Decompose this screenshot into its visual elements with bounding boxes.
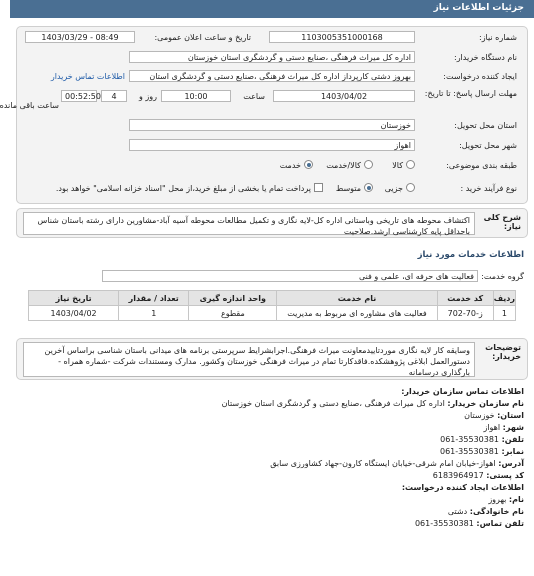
- col-date: تاریخ نیاز: [29, 291, 119, 306]
- contact-phone-value: 35530381-061: [440, 435, 500, 444]
- buyer-notes-text: وسایقه کار لایه نگاری موردتاییدمعاونت میراث فرهنگی.اجرابشرایط سرپرستی برنامه های میدانی باستان شناسی براساس آخرین دستورالعمل ابلاغی پژوهشکده.فاقدکارتا تمام در میراث فرهنگی خوزستان وکشور. مدارک ومستندات شرکت -شماره همراه - بارگذاری درسامانه: [23, 342, 475, 377]
- city-field: اهواز: [129, 139, 415, 151]
- category-service-label: خدمت: [279, 161, 301, 170]
- category-goods-service-label: کالا/خدمت: [326, 161, 361, 170]
- creator-first-name-label: نام:: [508, 495, 524, 504]
- process-label: نوع فرآیند خرید :: [460, 184, 517, 193]
- remaining-time-field: 00:52:50: [61, 90, 97, 102]
- days-remaining-field: 4: [101, 90, 127, 102]
- col-qty: تعداد / مقدار: [119, 291, 189, 306]
- services-heading: اطلاعات خدمات مورد نیاز: [417, 250, 524, 260]
- contact-org-value: اداره کل میراث فرهنگی ،صنایع دستی و گردشگری استان خوزستان: [221, 399, 445, 408]
- creator-last-name-value: دشتی: [447, 507, 468, 516]
- deadline-date-field: 1403/04/02: [273, 90, 415, 102]
- day-word-label: روز و: [139, 92, 157, 101]
- contact-postal-value: 6183964917: [432, 471, 484, 480]
- contact-section: [10, 0, 534, 576]
- contact-address: [270, 459, 524, 468]
- contact-address-label: آدرس:: [498, 459, 524, 468]
- cell-date: 1403/04/02: [29, 306, 119, 321]
- contact-phone-label: تلفن:: [501, 435, 524, 444]
- contact-fax-label: نمابر:: [501, 447, 524, 456]
- contact-fax: [440, 447, 524, 456]
- col-row: ردیف: [493, 291, 515, 306]
- contact-org-label: نام سازمان خریدار:: [447, 399, 524, 408]
- process-medium-label: متوسط: [335, 184, 361, 193]
- process-minor-label: جزیی: [384, 184, 403, 193]
- contact-org: [222, 399, 524, 408]
- creator-label: ایجاد کننده درخواست:: [443, 72, 517, 81]
- contact-section-title: اطلاعات تماس سازمان خریدار:: [401, 387, 524, 396]
- contact-postal-label: کد پستی:: [486, 471, 524, 480]
- remaining-time-label: ساعت باقی مانده: [0, 101, 59, 110]
- buyer-notes-label: توضیحات خریدار:: [485, 343, 521, 361]
- service-group-field: فعالیت های حرفه ای، علمی و فنی: [102, 270, 478, 282]
- creator-last-name: [448, 507, 524, 516]
- col-unit: واحد اندازه گیری: [189, 291, 277, 306]
- city-label: شهر محل تحویل:: [459, 141, 517, 150]
- description-text: اکتشاف محوطه های تاریخی وباستانی اداره کل-لایه نگاری و تکمیل مطالعات محوطه آسیه آباد-مشاورین دارای رشته باستان شناس باحداقل پایه کارشناسی ارشد.صلاحیت: [23, 212, 475, 235]
- deadline-time-field: 10:00: [161, 90, 231, 102]
- service-group-label: گروه خدمت:: [481, 272, 524, 281]
- col-code: کد خدمت: [437, 291, 493, 306]
- cell-code: ز-70-702: [437, 306, 493, 321]
- contact-postal: [433, 471, 524, 480]
- contact-city-label: شهر:: [502, 423, 524, 432]
- province-field: خوزستان: [129, 119, 415, 131]
- deadline-label: مهلت ارسال پاسخ: تا تاریخ:: [424, 89, 517, 98]
- cell-qty: 1: [119, 306, 189, 321]
- deadline-time-label: ساعت: [243, 92, 265, 101]
- category-goods-label: کالا: [392, 161, 403, 170]
- contact-phone: [440, 435, 524, 444]
- creator-info-title: [402, 483, 524, 492]
- creator-field: بهروز دشتی کارپرداز اداره کل میراث فرهنگی ،صنایع دستی و گردشگری استان: [129, 70, 415, 82]
- creator-phone: [415, 519, 524, 528]
- creator-first-name: [488, 495, 524, 504]
- buyer-contact-link[interactable]: اطلاعات تماس خریدار: [50, 72, 125, 81]
- creator-last-name-label: نام خانوادگی:: [469, 507, 524, 516]
- creator-info-label: اطلاعات ایجاد کننده درخواست:: [401, 483, 524, 492]
- contact-city-value: اهواز: [483, 423, 501, 432]
- need-number-field: 1103005351000168: [269, 31, 415, 43]
- announce-label: تاریخ و ساعت اعلان عمومی:: [154, 33, 251, 42]
- cell-unit: مقطوع: [189, 306, 277, 321]
- buyer-field: اداره کل میراث فرهنگی ،صنایع دستی و گردشگری استان خوزستان: [129, 51, 415, 63]
- col-name: نام خدمت: [277, 291, 437, 306]
- treasury-payment-note: پرداخت تمام یا بخشی از مبلغ خرید،از محل "اسناد خزانه اسلامی" خواهد بود.: [55, 184, 311, 193]
- page-title: جزئیات اطلاعات نیاز: [433, 3, 524, 13]
- contact-address-value: اهواز-خیابان امام شرقی-خیابان ایستگاه کارون-جهاد کشاورزی سابق: [270, 459, 496, 468]
- category-label: طبقه بندی موضوعی:: [446, 161, 517, 170]
- contact-province: [464, 411, 524, 420]
- cell-name: فعالیت های مشاوره ای مربوط به مدیریت: [277, 306, 437, 321]
- creator-first-name-value: بهروز: [488, 495, 507, 504]
- buyer-label: نام دستگاه خریدار:: [454, 53, 517, 62]
- contact-province-label: استان:: [497, 411, 524, 420]
- creator-phone-label: تلفن تماس:: [476, 519, 524, 528]
- contact-province-value: خوزستان: [464, 411, 495, 420]
- contact-city: [483, 423, 524, 432]
- need-number-label: شماره نیاز:: [479, 33, 517, 42]
- creator-phone-value: 35530381-061: [414, 519, 474, 528]
- cell-row: 1: [493, 306, 515, 321]
- announce-field: 1403/03/29 - 08:49: [25, 31, 135, 43]
- province-label: استان محل تحویل:: [454, 121, 517, 130]
- contact-fax-value: 35530381-061: [440, 447, 499, 456]
- description-label: شرح کلی نیاز:: [483, 213, 521, 231]
